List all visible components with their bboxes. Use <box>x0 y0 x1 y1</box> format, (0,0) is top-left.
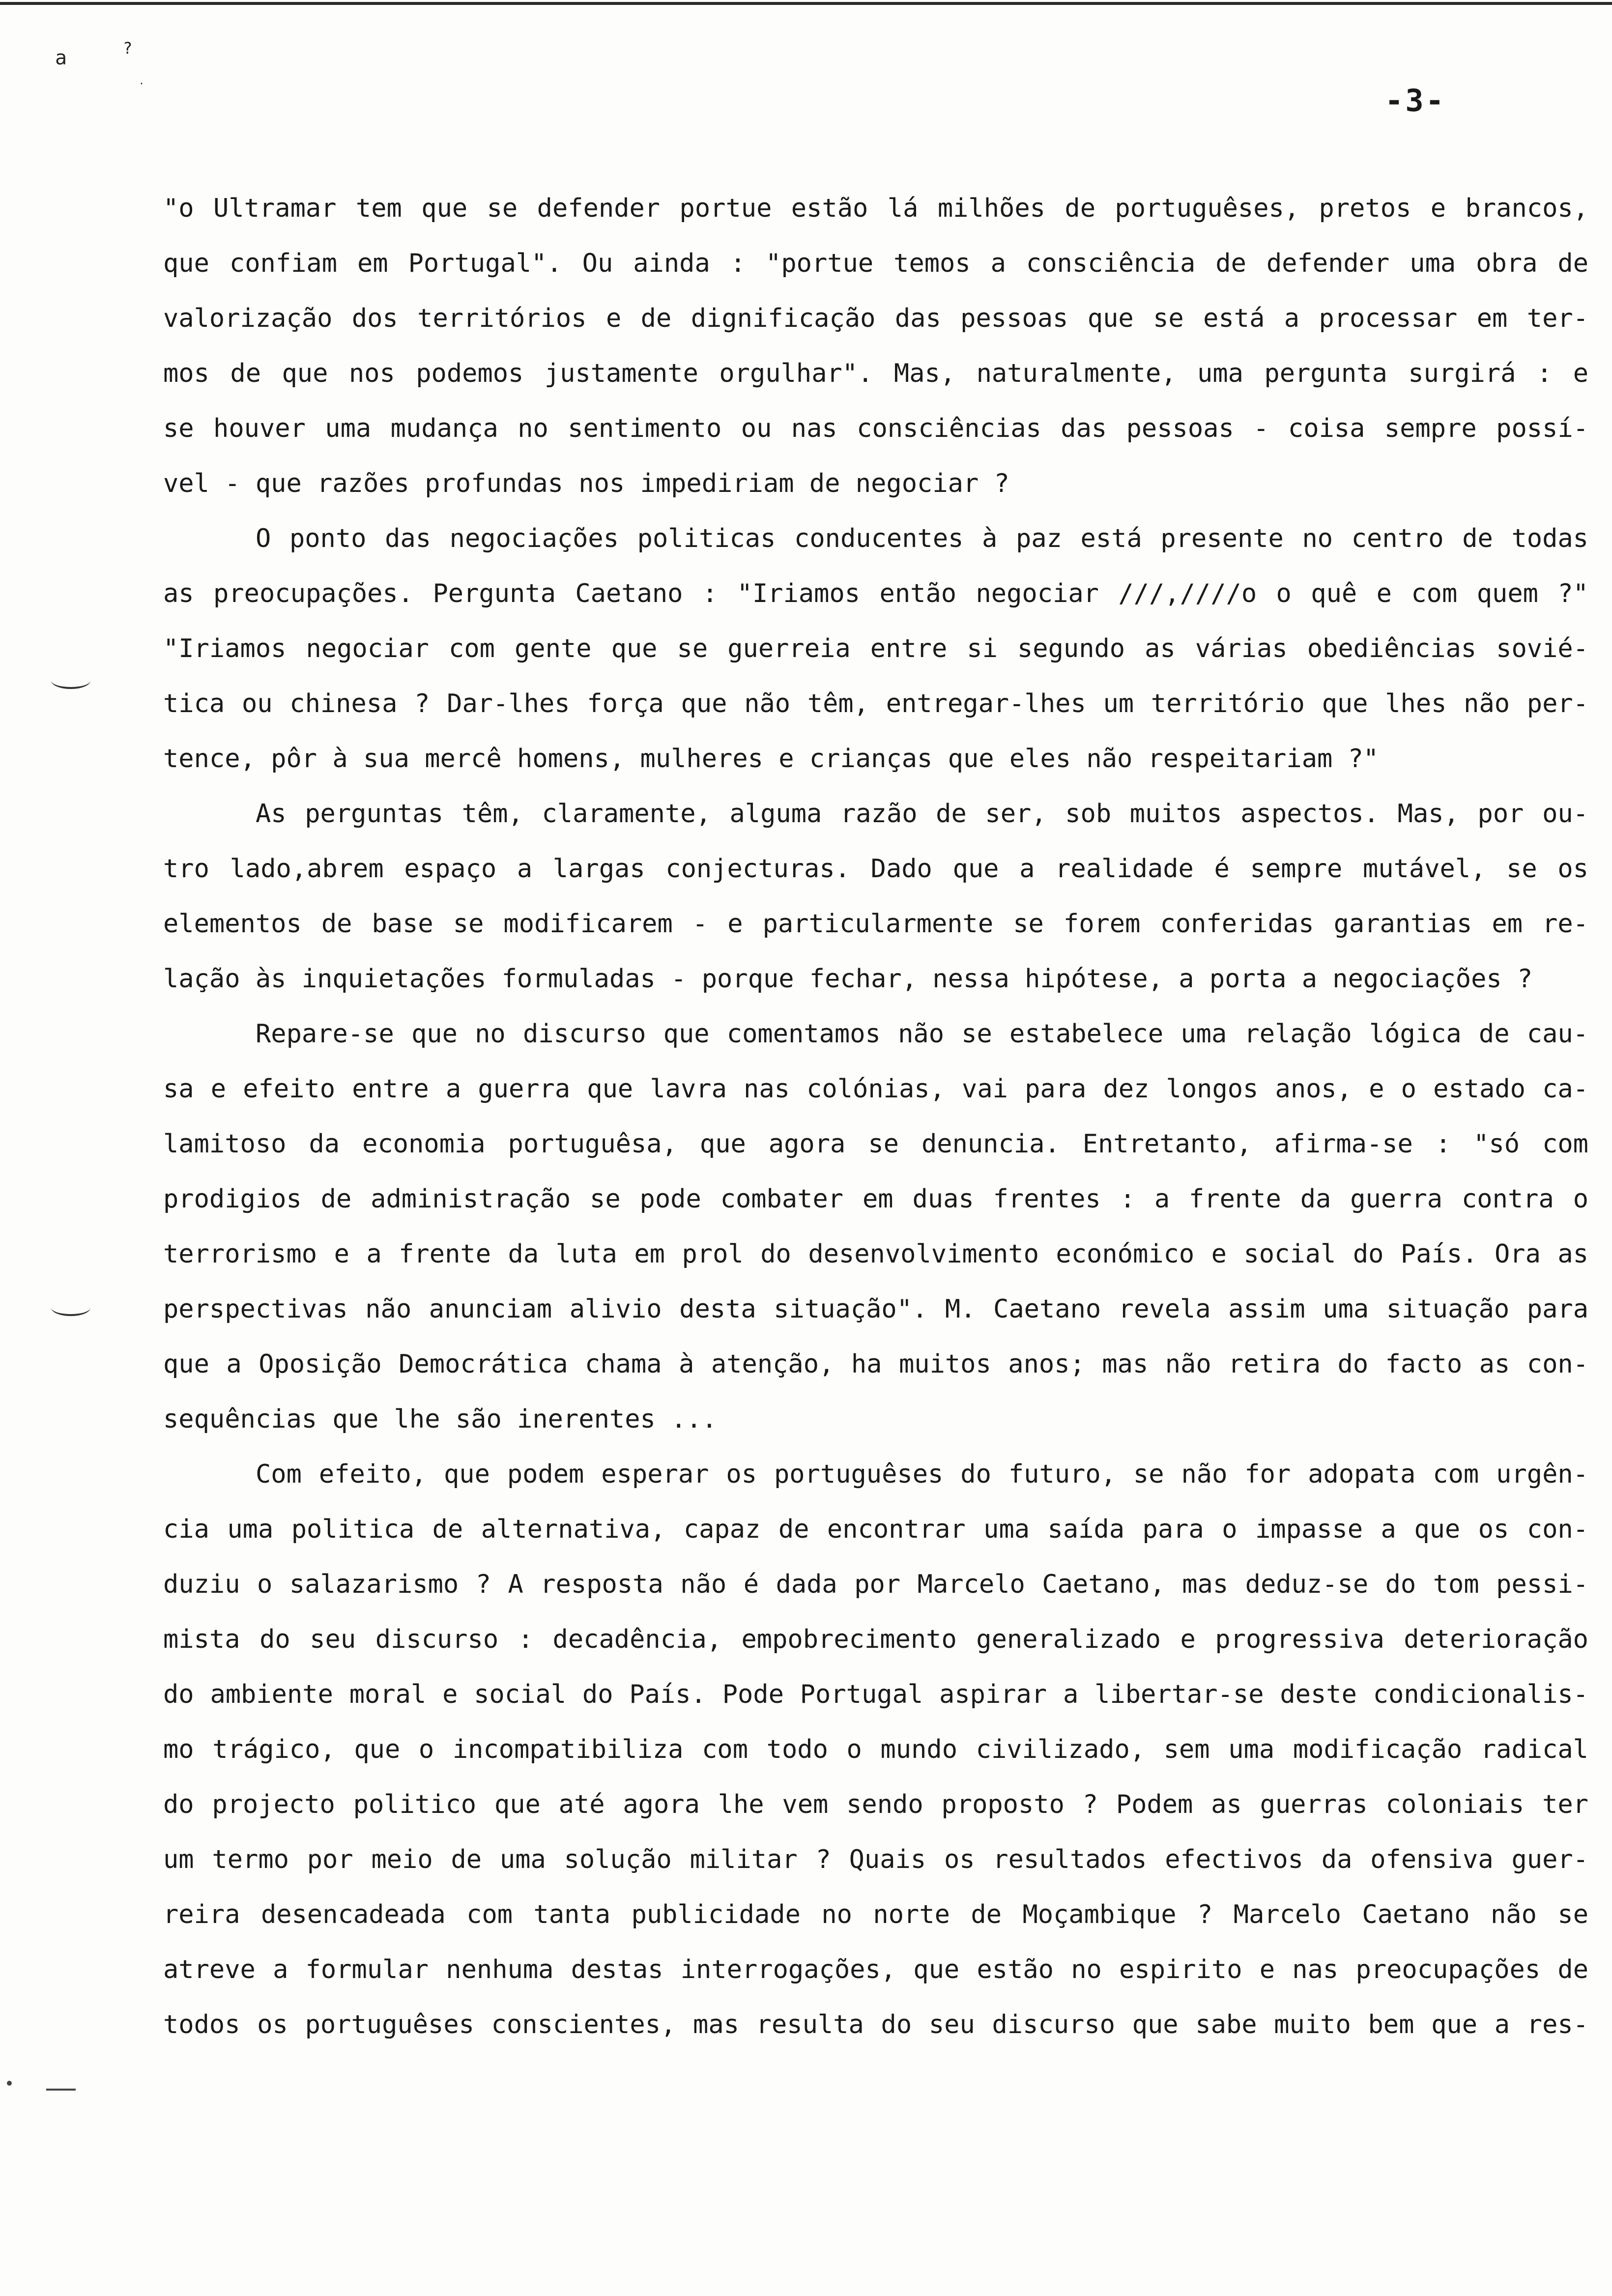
text-line: atreve a formular nenhuma destas interrogações, que estão no espirito e nas preocupações de <box>163 1955 1588 1984</box>
margin-mark: a <box>55 47 67 69</box>
paragraph <box>163 1006 1588 1447</box>
text-line: terrorismo e a frente da luta em prol do desenvolvimento económico e social do País. Ora as <box>163 1239 1588 1269</box>
paragraph <box>163 786 1588 1006</box>
document-body <box>163 181 1588 2052</box>
text-line: Com efeito, que podem esperar os portuguêses do futuro, se não for adopata com urgên- <box>256 1460 1588 1489</box>
text-line: prodigios de administração se pode combater em duas frentes : a frente da guerra contra o <box>163 1184 1588 1214</box>
text-line: do projecto politico que até agora lhe vem sendo proposto ? Podem as guerras coloniais ter <box>163 1790 1588 1819</box>
text-line: sequências que lhe são inerentes ... <box>163 1405 718 1434</box>
paragraph <box>163 511 1588 786</box>
text-line: "Iriamos negociar com gente que se guerreia entre si segundo as várias obediências sovié- <box>163 634 1588 663</box>
text-line: um termo por meio de uma solução militar ? Quais os resultados efectivos da ofensiva guer- <box>163 1845 1588 1874</box>
margin-dot-mark <box>7 2081 12 2086</box>
text-line: O ponto das negociações politicas conducentes à paz está presente no centro de todas <box>256 524 1588 553</box>
text-line: As perguntas têm, claramente, alguma razão de ser, sob muitos aspectos. Mas, por ou- <box>256 799 1588 829</box>
margin-dash-mark <box>46 2089 76 2091</box>
text-line: se houver uma mudança no sentimento ou nas consciências das pessoas - coisa sempre possí- <box>163 414 1588 443</box>
text-line: tence, pôr à sua mercê homens, mulheres e crianças que eles não respeitariam ?" <box>163 744 1379 774</box>
text-line: perspectivas não anunciam alivio desta situação". M. Caetano revela assim uma situação para <box>163 1294 1588 1324</box>
text-line: todos os portuguêses conscientes, mas resulta do seu discurso que sabe muito bem que a res- <box>163 2010 1588 2039</box>
text-line: valorização dos territórios e de dignificação das pessoas que se está a processar em ter- <box>163 304 1588 333</box>
text-line: lamitoso da economia portuguêsa, que agora se denuncia. Entretanto, afirma-se : "só com <box>163 1129 1588 1159</box>
text-line: mista do seu discurso : decadência, empobrecimento generalizado e progressiva deterioração <box>163 1625 1588 1654</box>
text-line: lação às inquietações formuladas - porque fechar, nessa hipótese, a porta a negociações ? <box>163 964 1533 994</box>
text-line: do ambiente moral e social do País. Pode Portugal aspirar a libertar-se deste condicionalis- <box>163 1680 1588 1709</box>
text-line: mos de que nos podemos justamente orgulhar". Mas, naturalmente, uma pergunta surgirá : e <box>163 359 1588 388</box>
top-edge-rule <box>0 2 1612 5</box>
margin-hole-mark <box>51 672 90 689</box>
margin-dot-mark: · <box>139 78 145 89</box>
text-line: as preocupações. Pergunta Caetano : "Iriamos então negociar ///,////o o quê e com quem ?" <box>163 579 1588 608</box>
text-line: vel - que razões profundas nos impediriam de negociar ? <box>163 469 1009 498</box>
margin-hole-mark <box>51 1299 90 1316</box>
text-line: que a Oposição Democrática chama à atenção, ha muitos anos; mas não retira do facto as con- <box>163 1349 1588 1379</box>
text-line: mo trágico, que o incompatibiliza com todo o mundo civilizado, sem uma modificação radical <box>163 1735 1588 1764</box>
page-number: -3- <box>1385 83 1446 118</box>
margin-mark: ? <box>123 39 133 57</box>
paragraph <box>163 181 1588 511</box>
text-line: elementos de base se modificarem - e particularmente se forem conferidas garantias em re- <box>163 909 1588 939</box>
text-line: "o Ultramar tem que se defender portue estão lá milhões de portuguêses, pretos e brancos, <box>163 194 1588 223</box>
paragraph <box>163 1447 1588 2052</box>
text-line: cia uma politica de alternativa, capaz de encontrar uma saída para o impasse a que os con- <box>163 1515 1588 1544</box>
text-line: tica ou chinesa ? Dar-lhes força que não têm, entregar-lhes um território que lhes não per- <box>163 689 1588 718</box>
text-line: que confiam em Portugal". Ou ainda : "portue temos a consciência de defender uma obra de <box>163 249 1588 278</box>
text-line: sa e efeito entre a guerra que lavra nas colónias, vai para dez longos anos, e o estado ca- <box>163 1074 1588 1104</box>
text-line: tro lado,abrem espaço a largas conjecturas. Dado que a realidade é sempre mutável, se os <box>163 854 1588 884</box>
text-line: reira desencadeada com tanta publicidade no norte de Moçambique ? Marcelo Caetano não se <box>163 1900 1588 1929</box>
text-line: duziu o salazarismo ? A resposta não é dada por Marcelo Caetano, mas deduz-se do tom pessi- <box>163 1570 1588 1599</box>
text-line: Repare-se que no discurso que comentamos não se estabelece uma relação lógica de cau- <box>256 1019 1588 1049</box>
